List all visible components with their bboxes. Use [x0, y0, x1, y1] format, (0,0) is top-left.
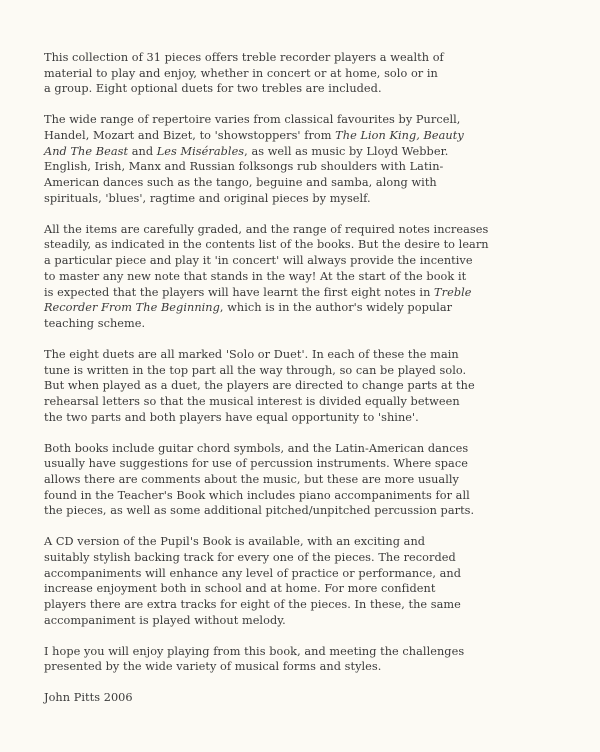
paragraphs	[44, 50, 566, 675]
text-run: English, Irish, Manx and Russian folksongs rub shoulders with Latin-	[44, 160, 444, 174]
text-run: a group. Eight optional duets for two trebles are included.	[44, 82, 382, 96]
text-run: Handel, Mozart and Bizet, to 'showstoppers' from	[44, 129, 336, 142]
italic-title: Treble	[434, 285, 472, 299]
paragraph-line	[44, 269, 566, 285]
paragraph-line	[44, 581, 566, 597]
text-run: accompaniment is played without melody.	[44, 613, 286, 627]
paragraph-line	[44, 363, 566, 379]
text-run: The wide range of repertoire varies from classical favourites by Purcell,	[44, 113, 461, 127]
paragraph-3	[44, 222, 566, 332]
paragraph-line	[44, 644, 566, 660]
text-run: found in the Teacher's Book which includes piano accompaniments for all	[44, 488, 470, 502]
text-run: But when played as a duet, the players are directed to change parts at the	[44, 379, 475, 393]
paragraph-line	[44, 550, 566, 566]
paragraph-line	[44, 503, 566, 519]
paragraph-6	[44, 534, 566, 628]
paragraph-line	[44, 456, 566, 472]
paragraph-line	[44, 566, 566, 582]
paragraph-line	[44, 253, 566, 269]
text-run: spirituals, 'blues', ragtime and original pieces by myself.	[44, 191, 371, 205]
paragraph-line	[44, 112, 566, 128]
text-run: This collection of 31 pieces offers treble recorder players a wealth of	[44, 51, 444, 64]
paragraph-line	[44, 175, 566, 191]
text-run: Both books include guitar chord symbols, and the Latin-American dances	[44, 441, 469, 455]
text-run: steadily, as indicated in the contents list of the books. But the desire to learn	[44, 238, 489, 252]
paragraph-line	[44, 534, 566, 550]
text-run: rehearsal letters so that the musical interest is divided equally between	[44, 394, 460, 408]
text-run: , which is in the author's widely popular	[219, 301, 453, 315]
text-run: allows there are comments about the music, but these are more usually	[44, 472, 459, 486]
paragraph-line	[44, 128, 566, 144]
paragraph-line	[44, 50, 566, 66]
text-run: usually have suggestions for use of percussion instruments. Where space	[44, 457, 468, 471]
paragraph-line	[44, 222, 566, 238]
paragraph-line	[44, 441, 566, 457]
text-run: increase enjoyment both in school and at home. For more confident	[44, 582, 436, 596]
paragraph-line	[44, 378, 566, 394]
text-run: I hope you will enjoy playing from this book, and meeting the challenges	[44, 644, 465, 658]
paragraph-2	[44, 112, 566, 206]
text-run: American dances such as the tango, beguine and samba, along with	[44, 176, 437, 190]
text-run: a particular piece and play it 'in concert' will always provide the incentive	[44, 254, 473, 268]
paragraph-line	[44, 237, 566, 253]
paragraph-line	[44, 597, 566, 613]
paragraph-line	[44, 159, 566, 175]
paragraph-line	[44, 347, 566, 363]
signature: John Pitts 2006	[44, 691, 133, 705]
paragraph-line	[44, 659, 566, 675]
text-run: material to play and enjoy, whether in concert or at home, solo or in	[44, 66, 438, 80]
paragraph-line	[44, 300, 566, 316]
paragraph-line	[44, 144, 566, 160]
text-run: suitably stylish backing track for every one of the pieces. The recorded	[44, 550, 456, 564]
paragraph-line	[44, 613, 566, 629]
paragraph-line	[44, 81, 566, 97]
paragraph-line	[44, 66, 566, 82]
text-run: teaching scheme.	[44, 316, 146, 330]
text-run: All the items are carefully graded, and the range of required notes increases	[44, 222, 489, 236]
text-run: A CD version of the Pupil's Book is available, with an exciting and	[44, 535, 426, 549]
text-run: The eight duets are all marked 'Solo or Duet'. In each of these the main	[44, 347, 459, 361]
paragraph-line	[44, 488, 566, 504]
preface-text	[44, 50, 566, 706]
paragraph-line	[44, 394, 566, 410]
italic-title: The Lion King, Beauty	[335, 129, 464, 142]
text-run: the pieces, as well as some additional pitched/unpitched percussion parts.	[44, 504, 475, 518]
paragraph-line	[44, 472, 566, 488]
text-run: tune is written in the top part all the way through, so can be played solo.	[44, 363, 467, 377]
text-run: , as well as music by Lloyd Webber.	[244, 144, 449, 158]
text-run: is expected that the players will have learnt the first eight notes in	[44, 285, 435, 299]
paragraph-line	[44, 191, 566, 207]
paragraph-line	[44, 316, 566, 332]
text-run: to master any new note that stands in the way! At the start of the book it	[44, 269, 467, 283]
italic-title: Les Misérables	[156, 144, 245, 158]
paragraph-5	[44, 441, 566, 520]
text-run: and	[128, 144, 157, 158]
text-run: presented by the wide variety of musical forms and styles.	[44, 660, 382, 674]
italic-title: Recorder From The Beginning	[44, 301, 220, 315]
paragraph-line	[44, 285, 566, 301]
paragraph-line	[44, 410, 566, 426]
paragraph-1	[44, 50, 566, 97]
paragraph-7	[44, 644, 566, 675]
text-run: players there are extra tracks for eight of the pieces. In these, the same	[44, 598, 461, 612]
text-run: the two parts and both players have equal opportunity to 'shine'.	[44, 410, 419, 424]
paragraph-4	[44, 347, 566, 426]
text-run: accompaniments will enhance any level of practice or performance, and	[44, 566, 461, 580]
italic-title: And The Beast	[44, 144, 129, 158]
